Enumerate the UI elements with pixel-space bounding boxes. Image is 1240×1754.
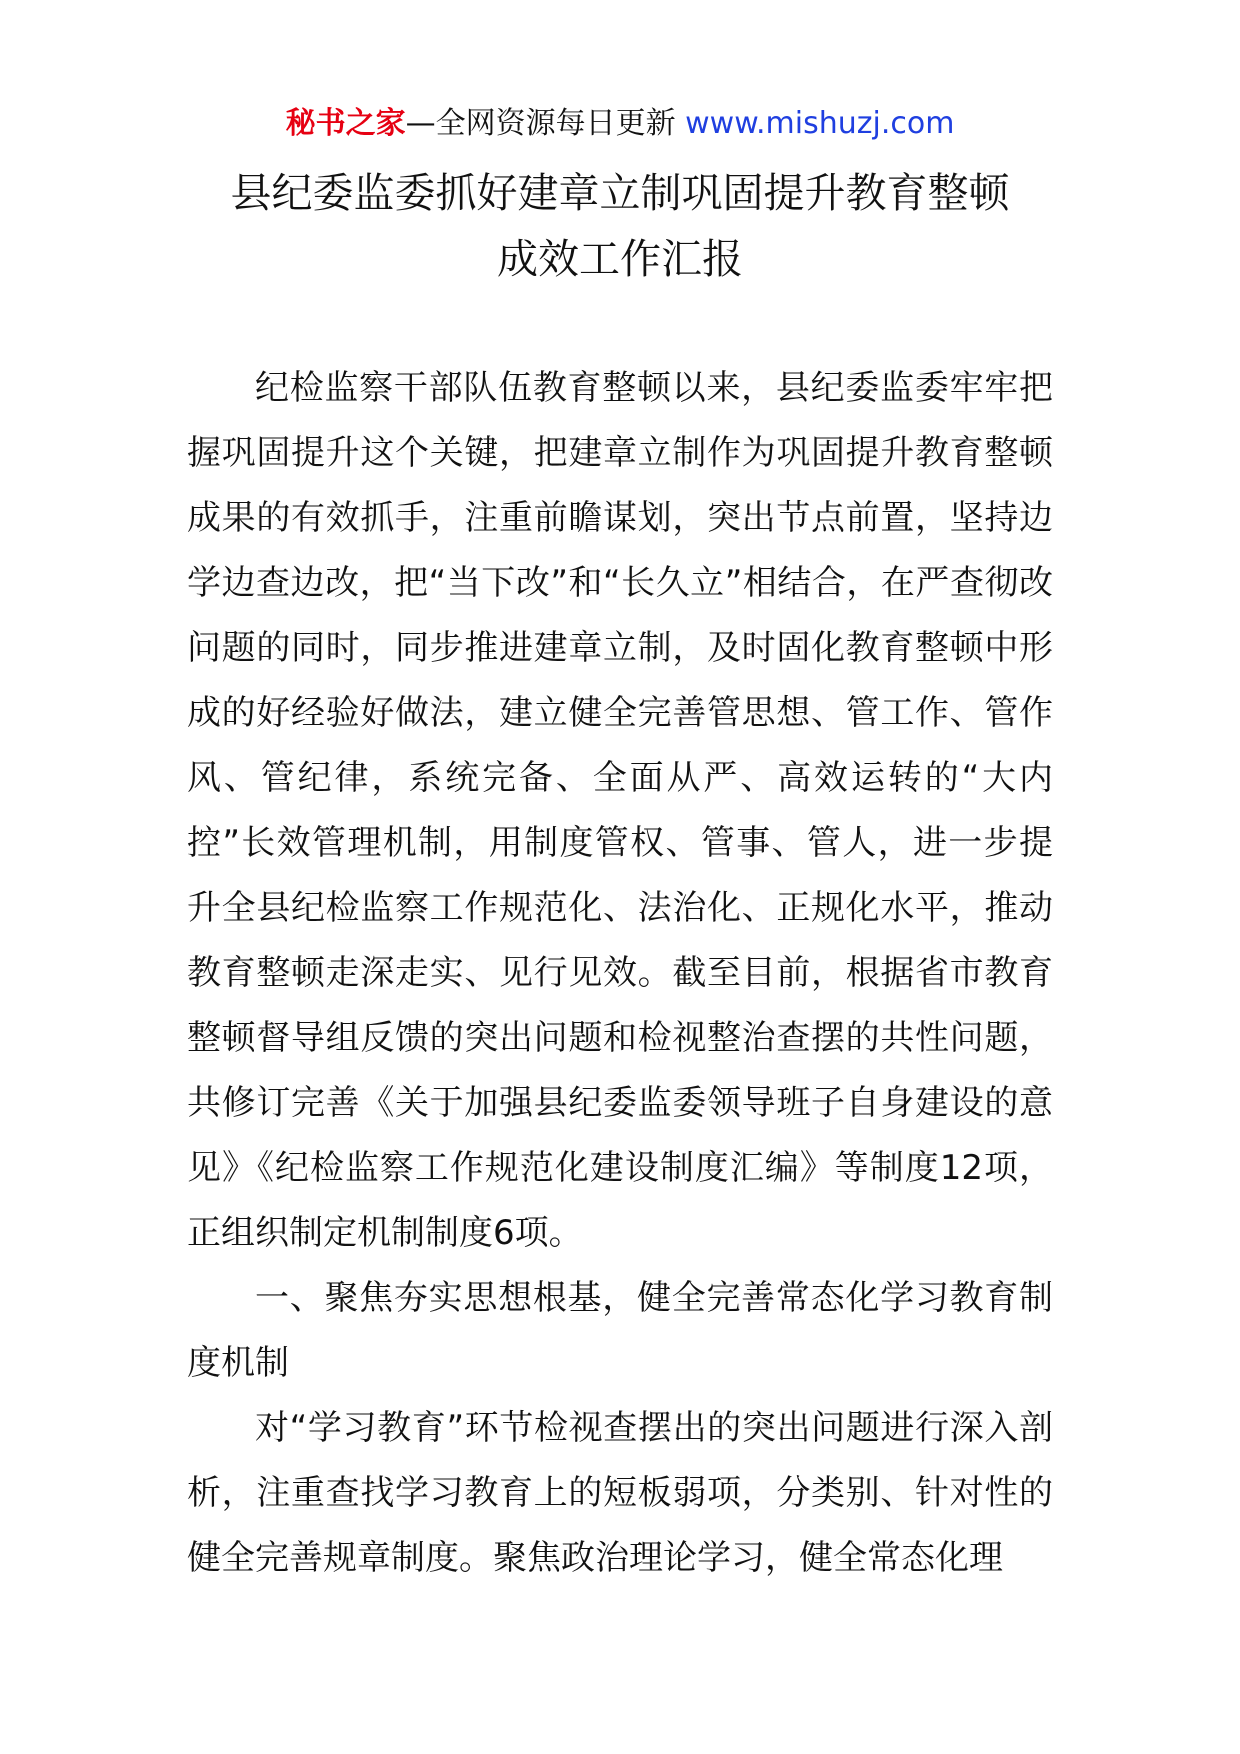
body-paragraph: 纪检监察干部队伍教育整顿以来，县纪委监委牢牢把握巩固提升这个关键，把建章立制作为巩固提升教育整顿成果的有效抓手，注重前瞻谋划，突出节点前置，坚持边学边查边改，把“当下改”和“长久立”相结合，在严查彻改问题的同时，同步推进建章立制，及时固化教育整顿中形成的好经验好做法，建立健全完善管思想、管工作、管作风、管纪律，系统完备、全面从严、高效运转的“大内控”长效管理机制，用制度管权、管事、管人，进一步提升全县纪检监察工作规范化、法治化、正规化水平，推动教育整顿走深走实、见行见效。截至目前，根据省市教育整顿督导组反馈的突出问题和检视整治查摆的共性问题，共修订完善《关于加强县纪委监委领导班子自身建设的意见》《纪检监察工作规范化建设制度汇编》等制度12项，正组织制定机制制度6项。 <box>187 368 1053 1253</box>
body-paragraph: 对“学习教育”环节检视查摆出的突出问题进行深入剖析，注重查找学习教育上的短板弱项，分类别、针对性的健全完善规章制度。聚焦政治理论学习，健全常态化理 <box>187 1408 1053 1578</box>
brand-name: 秘书之家 <box>285 106 406 141</box>
document-title <box>0 160 1240 292</box>
site-header <box>0 102 1240 146</box>
document-body <box>187 356 1053 1591</box>
title-line-1: 县纪委监委抓好建章立制巩固提升教育整顿 <box>230 169 1010 217</box>
section-heading: 一、聚焦夯实思想根基，健全完善常态化学习教育制度机制 <box>187 1278 1053 1383</box>
header-slogan: —全网资源每日更新 <box>405 106 676 141</box>
site-url[interactable]: www.mishuzj.com <box>685 106 955 141</box>
title-line-2: 成效工作汇报 <box>497 235 743 283</box>
